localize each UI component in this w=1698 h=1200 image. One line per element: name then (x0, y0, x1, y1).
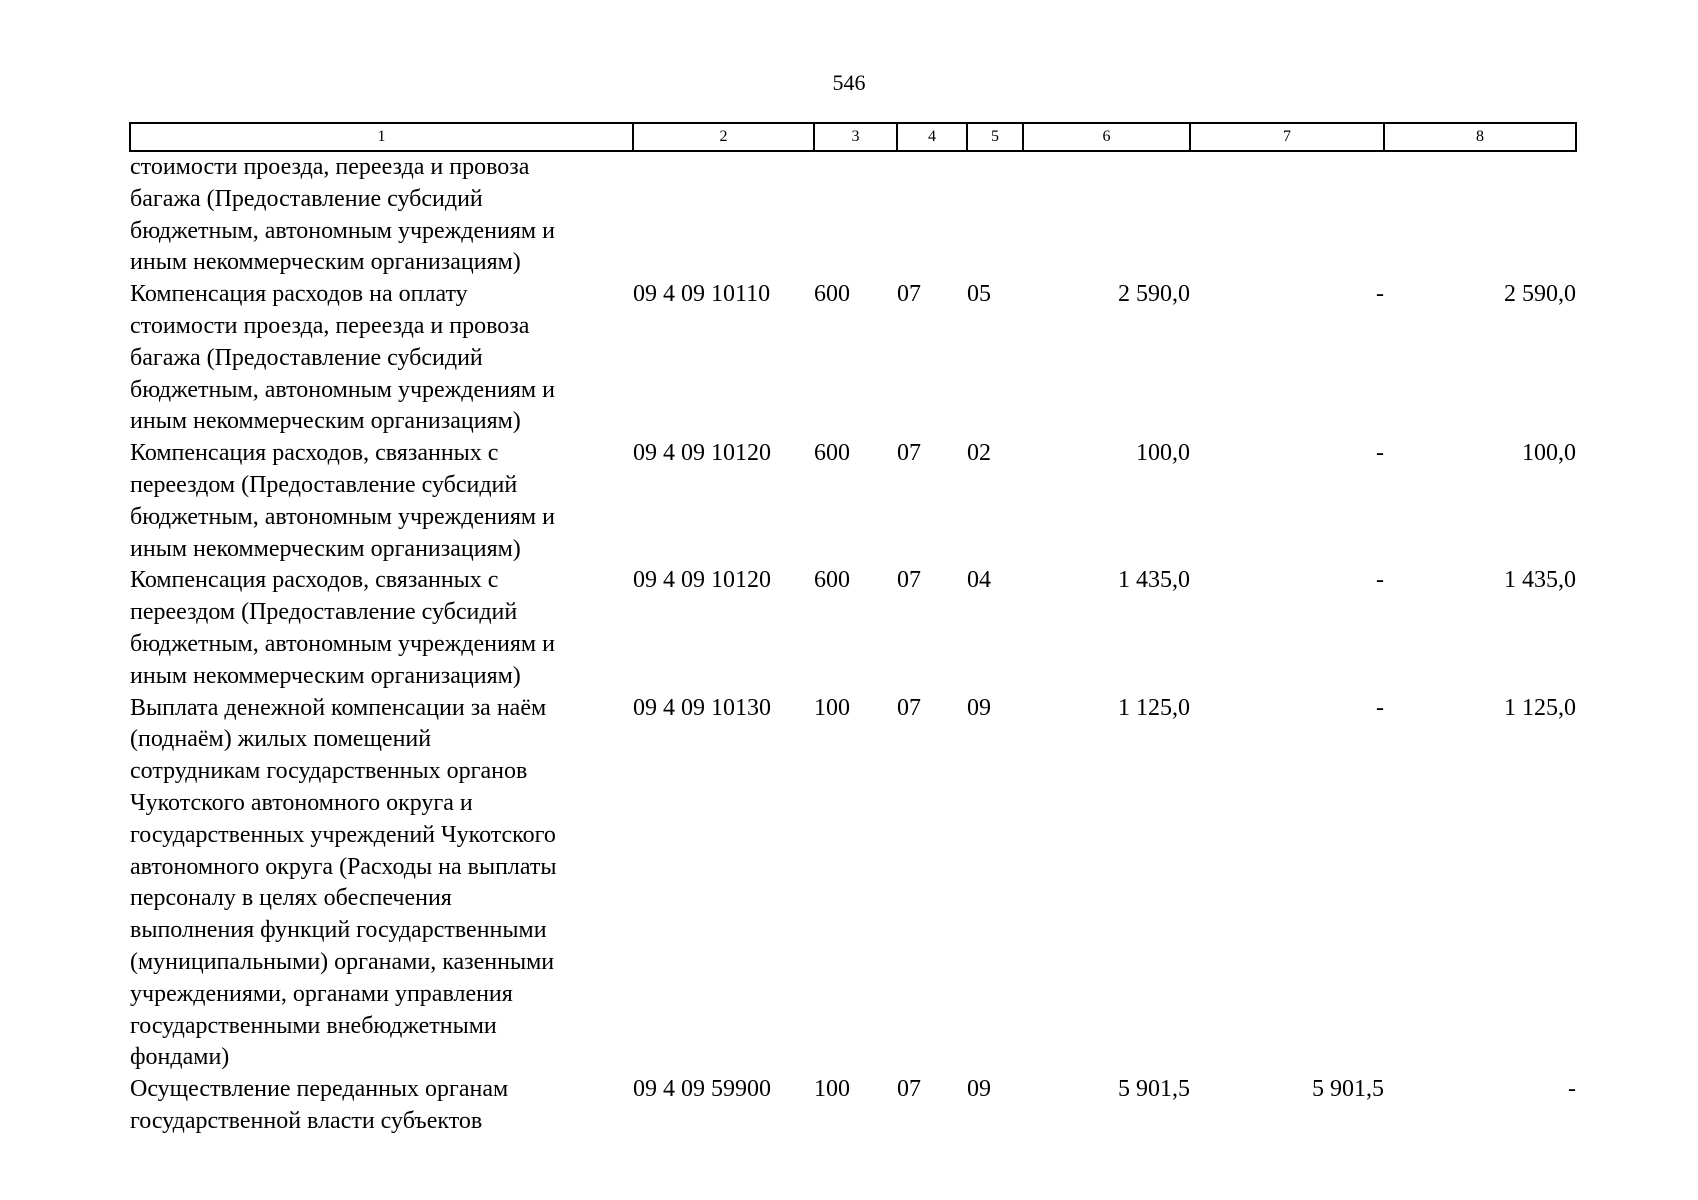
cell-amount-regional (1384, 151, 1576, 279)
cell-expense-type: 600 (814, 567, 850, 594)
cell-amount-regional: 100,0 (1522, 440, 1576, 467)
table-row (130, 438, 1576, 565)
cell-amount-federal: - (1376, 281, 1384, 308)
cell-subsection: 05 (967, 281, 991, 308)
description-line: багажа (Предоставление субсидий (130, 185, 483, 212)
cell-description (130, 565, 633, 692)
table-body (130, 151, 1576, 1138)
cell-expense-type: 100 (814, 694, 850, 721)
cell-target-code (633, 151, 814, 279)
description-line: иным некоммерческим организациям) (130, 662, 521, 689)
cell-target-code: 09 4 09 10110 (633, 281, 771, 308)
description-line: государственной власти субъектов (130, 1107, 483, 1134)
description-line: (муниципальными) органами, казенными (130, 948, 555, 975)
cell-subsection: 02 (967, 440, 991, 467)
cell-target-code: 09 4 09 10120 (633, 567, 771, 594)
description-line: переездом (Предоставление субсидий (130, 599, 518, 626)
cell-section: 07 (897, 440, 921, 467)
cell-description (130, 438, 633, 565)
description-line: (поднаём) жилых помещений (130, 726, 432, 753)
cell-amount-total: 1 125,0 (1118, 694, 1190, 721)
cell-description (130, 693, 633, 1075)
description-line: бюджетным, автономным учреждениям и (130, 503, 555, 530)
cell-subsection: 09 (967, 694, 991, 721)
column-header-7: 7 (1190, 123, 1384, 151)
description-line: иным некоммерческим организациям) (130, 535, 521, 562)
cell-description (130, 1074, 633, 1138)
table-row (130, 1074, 1576, 1138)
description-line: учреждениями, органами управления (130, 980, 513, 1007)
table-row (130, 565, 1576, 692)
cell-amount-federal: 5 901,5 (1312, 1076, 1384, 1103)
description-line: персоналу в целях обеспечения (130, 885, 452, 912)
column-header-2: 2 (633, 123, 814, 151)
cell-amount-federal: - (1376, 694, 1384, 721)
cell-section: 07 (897, 694, 921, 721)
cell-subsection (967, 151, 1023, 279)
table-row (130, 279, 1576, 438)
description-line: государственными внебюджетными (130, 1012, 497, 1039)
table-row (130, 151, 1576, 279)
cell-amount-regional: 1 435,0 (1504, 567, 1576, 594)
description-line: багажа (Предоставление субсидий (130, 344, 483, 371)
cell-amount-total: 100,0 (1136, 440, 1190, 467)
description-line: сотрудникам государственных органов (130, 758, 528, 785)
description-line: Компенсация расходов, связанных с (130, 567, 499, 594)
description-line: бюджетным, автономным учреждениям и (130, 376, 555, 403)
page-number: 546 (832, 70, 866, 95)
cell-subsection: 09 (967, 1076, 991, 1103)
description-line: бюджетным, автономным учреждениям и (130, 217, 555, 244)
description-line: Выплата денежной компенсации за наём (130, 694, 547, 721)
cell-amount-regional: 2 590,0 (1504, 281, 1576, 308)
description-line: иным некоммерческим организациям) (130, 249, 521, 276)
cell-target-code: 09 4 09 59900 (633, 1076, 771, 1103)
cell-amount-total: 2 590,0 (1118, 281, 1190, 308)
description-line: стоимости проезда, переезда и провоза (130, 312, 530, 339)
cell-expense-type: 100 (814, 1076, 850, 1103)
cell-amount-federal (1190, 151, 1384, 279)
column-header-8: 8 (1384, 123, 1576, 151)
column-header-6: 6 (1023, 123, 1190, 151)
cell-expense-type: 600 (814, 440, 850, 467)
cell-section (897, 151, 967, 279)
column-header-4: 4 (897, 123, 967, 151)
cell-description (130, 279, 633, 438)
description-line: иным некоммерческим организациям) (130, 408, 521, 435)
cell-amount-total: 5 901,5 (1118, 1076, 1190, 1103)
cell-subsection: 04 (967, 567, 991, 594)
cell-section: 07 (897, 1076, 921, 1103)
header-row (130, 123, 1576, 151)
description-line: переездом (Предоставление субсидий (130, 471, 518, 498)
description-line: выполнения функций государственными (130, 917, 547, 944)
cell-amount-total: 1 435,0 (1118, 567, 1190, 594)
cell-section: 07 (897, 567, 921, 594)
cell-target-code: 09 4 09 10120 (633, 440, 771, 467)
cell-expense-type: 600 (814, 281, 850, 308)
description-line: Чукотского автономного округа и (130, 789, 473, 816)
table-row (130, 693, 1576, 1075)
description-line: государственных учреждений Чукотского (130, 821, 556, 848)
description-line: фондами) (130, 1044, 230, 1071)
cell-expense-type (814, 151, 897, 279)
budget-table (129, 122, 1577, 1138)
cell-amount-federal: - (1376, 440, 1384, 467)
description-line: Осуществление переданных органам (130, 1076, 509, 1103)
cell-section: 07 (897, 281, 921, 308)
column-header-5: 5 (967, 123, 1023, 151)
cell-amount-regional: 1 125,0 (1504, 694, 1576, 721)
description-line: Компенсация расходов на оплату (130, 281, 468, 308)
description-line: бюджетным, автономным учреждениям и (130, 630, 555, 657)
description-line: Компенсация расходов, связанных с (130, 440, 499, 467)
cell-description (130, 151, 633, 279)
description-line: стоимости проезда, переезда и провоза (130, 154, 530, 180)
cell-target-code: 09 4 09 10130 (633, 694, 771, 721)
description-line: автономного округа (Расходы на выплаты (130, 853, 557, 880)
cell-amount-federal: - (1376, 567, 1384, 594)
column-header-1: 1 (130, 123, 633, 151)
column-header-3: 3 (814, 123, 897, 151)
cell-amount-regional: - (1568, 1076, 1576, 1103)
cell-amount-total (1023, 151, 1190, 279)
